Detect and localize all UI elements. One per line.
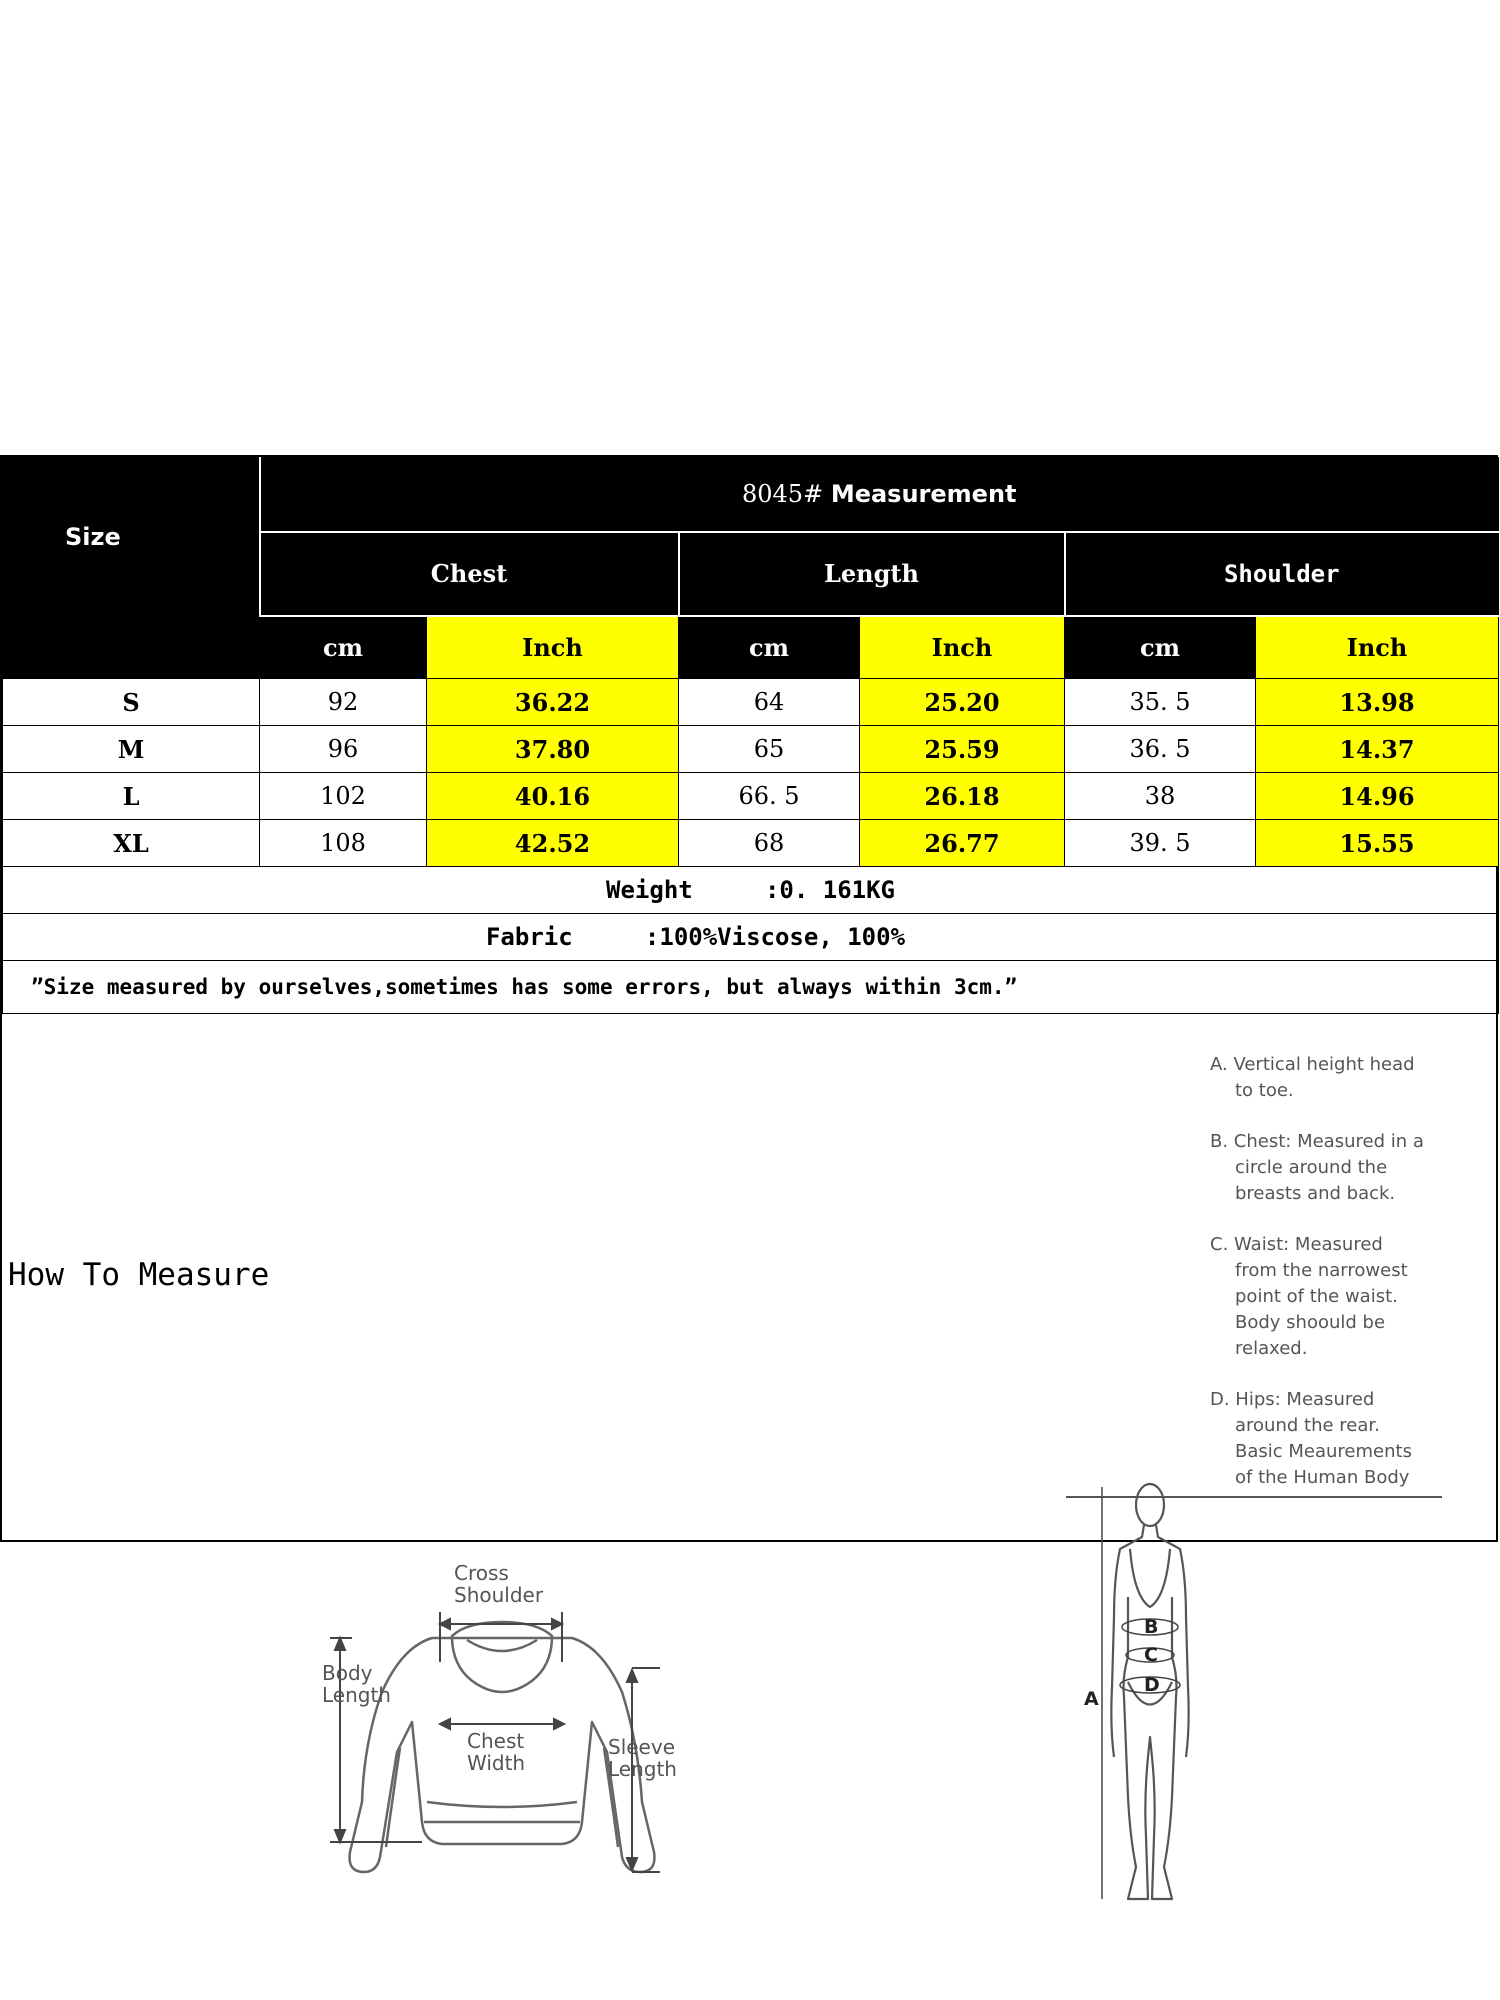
how-to-measure-label: How To Measure <box>8 1257 270 1293</box>
sleeve-length-label: Length <box>608 1757 677 1781</box>
length-inch-cell: 26.18 <box>860 773 1065 820</box>
letter-a: A <box>1084 1688 1099 1710</box>
shoulder-cm-cell: 38 <box>1065 773 1256 820</box>
shoulder-cm-cell: 39. 5 <box>1065 820 1256 867</box>
body-label: Body <box>322 1661 373 1685</box>
table-row <box>3 773 1499 820</box>
size-cell: S <box>3 679 260 726</box>
legend-item: C. Waist: Measured from the narrowest point of the waist. Body shoould be relaxed. <box>1210 1234 1408 1359</box>
sleeve-label: Sleeve <box>608 1735 676 1759</box>
chest-inch-cell: 37.80 <box>427 726 679 773</box>
unit-header: Inch <box>427 616 679 679</box>
chest-cm-cell: 96 <box>260 726 427 773</box>
chest-cm-cell: 102 <box>260 773 427 820</box>
table-row <box>3 820 1499 867</box>
size-chart <box>0 455 1498 1781</box>
letter-d: D <box>1144 1674 1160 1696</box>
letter-b: B <box>1144 1616 1159 1638</box>
size-table <box>2 457 1499 1014</box>
shoulder-inch-cell: 15.55 <box>1256 820 1499 867</box>
shoulder-cm-cell: 36. 5 <box>1065 726 1256 773</box>
unit-header: Inch <box>1256 616 1499 679</box>
shoulder-header: Shoulder <box>1065 532 1499 616</box>
sweater-measure-diagram <box>312 1102 692 1892</box>
legend-item: D. Hips: Measured around the rear. Basic Meaurements of the Human Body <box>1210 1389 1412 1488</box>
length-inch-cell: 25.59 <box>860 726 1065 773</box>
body-length-label: Length <box>322 1683 391 1707</box>
shoulder-inch-cell: 14.37 <box>1256 726 1499 773</box>
size-cell: XL <box>3 820 260 867</box>
table-row <box>3 679 1499 726</box>
size-cell: L <box>3 773 260 820</box>
length-cm-cell: 68 <box>679 820 860 867</box>
length-inch-cell: 26.77 <box>860 820 1065 867</box>
chest-inch-cell: 40.16 <box>427 773 679 820</box>
legend-item: B. Chest: Measured in a circle around the breasts and back. <box>1210 1131 1424 1204</box>
chest-cm-cell: 108 <box>260 820 427 867</box>
legend-item: A. Vertical height head to toe. <box>1210 1054 1415 1101</box>
length-header: Length <box>679 532 1065 616</box>
shoulder-label: Shoulder <box>454 1583 544 1607</box>
cross-label: Cross <box>454 1561 509 1585</box>
size-header: Size <box>3 458 260 616</box>
size-header-spacer <box>3 616 260 679</box>
length-cm-cell: 64 <box>679 679 860 726</box>
table-row <box>3 726 1499 773</box>
chest-inch-cell: 42.52 <box>427 820 679 867</box>
chest-inch-cell: 36.22 <box>427 679 679 726</box>
fabric-row: Fabric :100%Viscose, 100% <box>3 914 1499 961</box>
unit-header: Inch <box>860 616 1065 679</box>
unit-header: cm <box>679 616 860 679</box>
chest-cm-cell: 92 <box>260 679 427 726</box>
length-cm-cell: 65 <box>679 726 860 773</box>
measurement-legend <box>1210 1052 1450 1516</box>
weight-row: Weight :0. 161KG <box>3 867 1499 914</box>
disclaimer-note: ”Size measured by ourselves,sometimes has some errors, but always within 3cm.” <box>3 961 1499 1014</box>
unit-header: cm <box>1065 616 1256 679</box>
table-title: 8045# Measurement <box>260 458 1499 532</box>
length-inch-cell: 25.20 <box>860 679 1065 726</box>
chest-label: Chest <box>467 1729 525 1753</box>
body-measure-diagram <box>1062 1037 1202 1997</box>
chest-header: Chest <box>260 532 679 616</box>
length-cm-cell: 66. 5 <box>679 773 860 820</box>
unit-header: cm <box>260 616 427 679</box>
letter-c: C <box>1144 1644 1158 1666</box>
shoulder-inch-cell: 14.96 <box>1256 773 1499 820</box>
size-cell: M <box>3 726 260 773</box>
width-label: Width <box>467 1751 526 1775</box>
shoulder-cm-cell: 35. 5 <box>1065 679 1256 726</box>
shoulder-inch-cell: 13.98 <box>1256 679 1499 726</box>
